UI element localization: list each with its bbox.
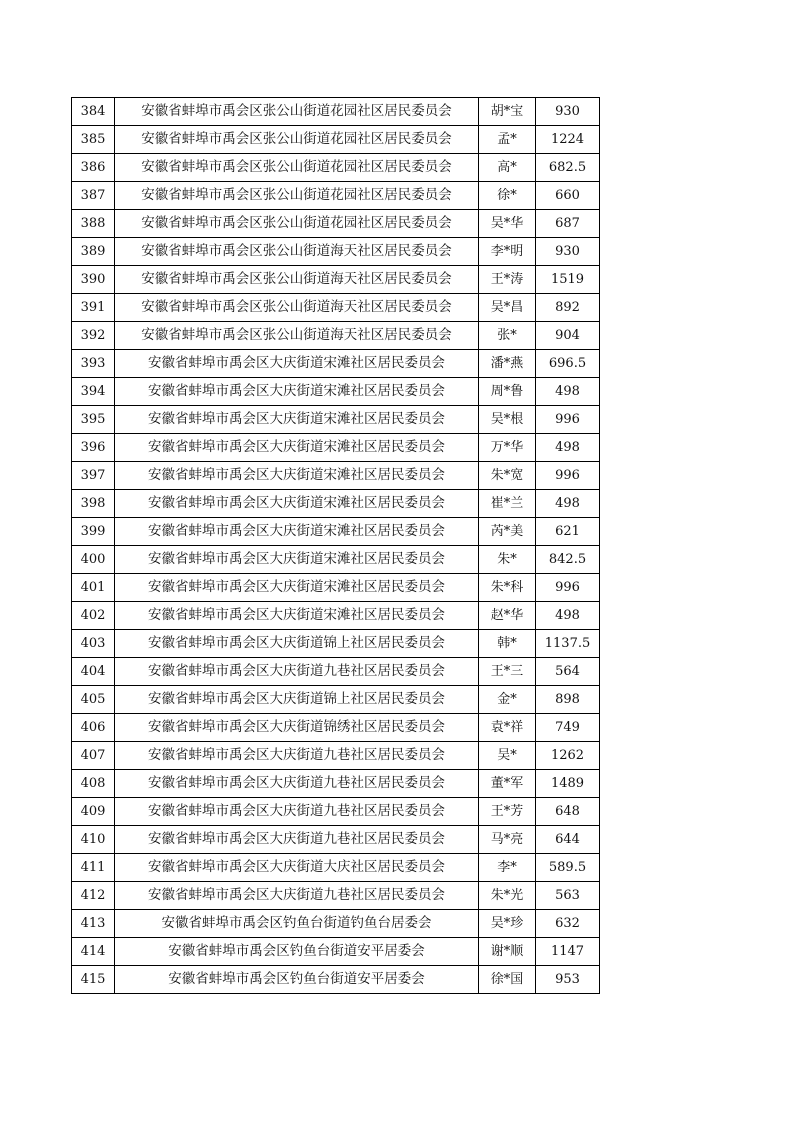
table-row bbox=[72, 770, 600, 798]
cell-person-name: 金* bbox=[479, 686, 536, 714]
cell-amount: 687 bbox=[536, 210, 600, 238]
cell-amount: 930 bbox=[536, 98, 600, 126]
cell-index: 392 bbox=[72, 322, 115, 350]
cell-person-name: 谢*顺 bbox=[479, 938, 536, 966]
cell-index: 393 bbox=[72, 350, 115, 378]
cell-organization: 安徽省蚌埠市禹会区大庆街道九巷社区居民委员会 bbox=[115, 770, 479, 798]
cell-person-name: 赵*华 bbox=[479, 602, 536, 630]
cell-organization: 安徽省蚌埠市禹会区张公山街道海天社区居民委员会 bbox=[115, 294, 479, 322]
cell-organization: 安徽省蚌埠市禹会区大庆街道锦绣社区居民委员会 bbox=[115, 714, 479, 742]
cell-organization: 安徽省蚌埠市禹会区张公山街道海天社区居民委员会 bbox=[115, 266, 479, 294]
cell-amount: 1224 bbox=[536, 126, 600, 154]
cell-index: 405 bbox=[72, 686, 115, 714]
cell-amount: 1137.5 bbox=[536, 630, 600, 658]
cell-amount: 749 bbox=[536, 714, 600, 742]
cell-amount: 498 bbox=[536, 378, 600, 406]
table-row bbox=[72, 182, 600, 210]
table-row bbox=[72, 938, 600, 966]
table-row bbox=[72, 686, 600, 714]
table-row bbox=[72, 826, 600, 854]
table-row bbox=[72, 854, 600, 882]
cell-amount: 1262 bbox=[536, 742, 600, 770]
cell-index: 412 bbox=[72, 882, 115, 910]
cell-organization: 安徽省蚌埠市禹会区大庆街道锦上社区居民委员会 bbox=[115, 686, 479, 714]
cell-index: 384 bbox=[72, 98, 115, 126]
cell-organization: 安徽省蚌埠市禹会区张公山街道花园社区居民委员会 bbox=[115, 154, 479, 182]
cell-organization: 安徽省蚌埠市禹会区大庆街道宋滩社区居民委员会 bbox=[115, 406, 479, 434]
cell-index: 414 bbox=[72, 938, 115, 966]
cell-index: 396 bbox=[72, 434, 115, 462]
cell-person-name: 周*鲁 bbox=[479, 378, 536, 406]
cell-amount: 996 bbox=[536, 462, 600, 490]
cell-amount: 898 bbox=[536, 686, 600, 714]
cell-person-name: 王*芳 bbox=[479, 798, 536, 826]
cell-organization: 安徽省蚌埠市禹会区张公山街道海天社区居民委员会 bbox=[115, 238, 479, 266]
table-body bbox=[72, 98, 600, 994]
cell-amount: 632 bbox=[536, 910, 600, 938]
cell-index: 394 bbox=[72, 378, 115, 406]
cell-person-name: 孟* bbox=[479, 126, 536, 154]
cell-person-name: 徐*国 bbox=[479, 966, 536, 994]
table-row bbox=[72, 910, 600, 938]
cell-index: 403 bbox=[72, 630, 115, 658]
cell-organization: 安徽省蚌埠市禹会区大庆街道九巷社区居民委员会 bbox=[115, 742, 479, 770]
cell-person-name: 朱*科 bbox=[479, 574, 536, 602]
cell-index: 388 bbox=[72, 210, 115, 238]
cell-index: 387 bbox=[72, 182, 115, 210]
cell-amount: 892 bbox=[536, 294, 600, 322]
table-row bbox=[72, 126, 600, 154]
cell-index: 410 bbox=[72, 826, 115, 854]
cell-person-name: 李*明 bbox=[479, 238, 536, 266]
table-row bbox=[72, 546, 600, 574]
cell-amount: 644 bbox=[536, 826, 600, 854]
table-row bbox=[72, 518, 600, 546]
table-row bbox=[72, 462, 600, 490]
cell-person-name: 马*亮 bbox=[479, 826, 536, 854]
cell-person-name: 芮*美 bbox=[479, 518, 536, 546]
cell-amount: 1519 bbox=[536, 266, 600, 294]
cell-index: 408 bbox=[72, 770, 115, 798]
table-row bbox=[72, 966, 600, 994]
cell-amount: 996 bbox=[536, 574, 600, 602]
cell-amount: 648 bbox=[536, 798, 600, 826]
cell-organization: 安徽省蚌埠市禹会区钓鱼台街道安平居委会 bbox=[115, 966, 479, 994]
table-row bbox=[72, 798, 600, 826]
table-row bbox=[72, 350, 600, 378]
cell-person-name: 吴*华 bbox=[479, 210, 536, 238]
cell-amount: 953 bbox=[536, 966, 600, 994]
cell-amount: 1489 bbox=[536, 770, 600, 798]
table-row bbox=[72, 490, 600, 518]
cell-index: 402 bbox=[72, 602, 115, 630]
cell-organization: 安徽省蚌埠市禹会区张公山街道花园社区居民委员会 bbox=[115, 98, 479, 126]
cell-index: 389 bbox=[72, 238, 115, 266]
cell-amount: 660 bbox=[536, 182, 600, 210]
cell-person-name: 徐* bbox=[479, 182, 536, 210]
cell-person-name: 韩* bbox=[479, 630, 536, 658]
cell-amount: 564 bbox=[536, 658, 600, 686]
cell-person-name: 吴*珍 bbox=[479, 910, 536, 938]
cell-organization: 安徽省蚌埠市禹会区张公山街道花园社区居民委员会 bbox=[115, 182, 479, 210]
cell-person-name: 崔*兰 bbox=[479, 490, 536, 518]
cell-amount: 1147 bbox=[536, 938, 600, 966]
cell-amount: 930 bbox=[536, 238, 600, 266]
cell-organization: 安徽省蚌埠市禹会区大庆街道九巷社区居民委员会 bbox=[115, 826, 479, 854]
cell-person-name: 张* bbox=[479, 322, 536, 350]
cell-organization: 安徽省蚌埠市禹会区大庆街道大庆社区居民委员会 bbox=[115, 854, 479, 882]
cell-organization: 安徽省蚌埠市禹会区大庆街道宋滩社区居民委员会 bbox=[115, 518, 479, 546]
cell-person-name: 王*三 bbox=[479, 658, 536, 686]
cell-organization: 安徽省蚌埠市禹会区大庆街道九巷社区居民委员会 bbox=[115, 658, 479, 686]
cell-index: 398 bbox=[72, 490, 115, 518]
cell-organization: 安徽省蚌埠市禹会区大庆街道宋滩社区居民委员会 bbox=[115, 462, 479, 490]
cell-person-name: 吴* bbox=[479, 742, 536, 770]
table-row bbox=[72, 574, 600, 602]
cell-index: 413 bbox=[72, 910, 115, 938]
cell-amount: 589.5 bbox=[536, 854, 600, 882]
cell-amount: 498 bbox=[536, 434, 600, 462]
cell-amount: 621 bbox=[536, 518, 600, 546]
cell-organization: 安徽省蚌埠市禹会区大庆街道宋滩社区居民委员会 bbox=[115, 378, 479, 406]
table-row bbox=[72, 154, 600, 182]
table-row bbox=[72, 210, 600, 238]
cell-organization: 安徽省蚌埠市禹会区钓鱼台街道安平居委会 bbox=[115, 938, 479, 966]
cell-index: 386 bbox=[72, 154, 115, 182]
cell-amount: 498 bbox=[536, 602, 600, 630]
cell-amount: 498 bbox=[536, 490, 600, 518]
data-table bbox=[71, 97, 600, 994]
table-row bbox=[72, 602, 600, 630]
cell-person-name: 吴*昌 bbox=[479, 294, 536, 322]
cell-index: 391 bbox=[72, 294, 115, 322]
table-row bbox=[72, 658, 600, 686]
cell-index: 401 bbox=[72, 574, 115, 602]
cell-person-name: 潘*燕 bbox=[479, 350, 536, 378]
table-row bbox=[72, 294, 600, 322]
cell-index: 407 bbox=[72, 742, 115, 770]
cell-organization: 安徽省蚌埠市禹会区钓鱼台街道钓鱼台居委会 bbox=[115, 910, 479, 938]
cell-organization: 安徽省蚌埠市禹会区大庆街道九巷社区居民委员会 bbox=[115, 798, 479, 826]
table-row bbox=[72, 406, 600, 434]
cell-person-name: 袁*祥 bbox=[479, 714, 536, 742]
cell-index: 409 bbox=[72, 798, 115, 826]
cell-organization: 安徽省蚌埠市禹会区大庆街道宋滩社区居民委员会 bbox=[115, 546, 479, 574]
cell-organization: 安徽省蚌埠市禹会区张公山街道海天社区居民委员会 bbox=[115, 322, 479, 350]
cell-organization: 安徽省蚌埠市禹会区大庆街道九巷社区居民委员会 bbox=[115, 882, 479, 910]
table-row bbox=[72, 714, 600, 742]
cell-person-name: 胡*宝 bbox=[479, 98, 536, 126]
cell-organization: 安徽省蚌埠市禹会区大庆街道宋滩社区居民委员会 bbox=[115, 350, 479, 378]
cell-person-name: 李* bbox=[479, 854, 536, 882]
cell-amount: 682.5 bbox=[536, 154, 600, 182]
table-row bbox=[72, 266, 600, 294]
cell-organization: 安徽省蚌埠市禹会区张公山街道花园社区居民委员会 bbox=[115, 126, 479, 154]
cell-organization: 安徽省蚌埠市禹会区大庆街道宋滩社区居民委员会 bbox=[115, 602, 479, 630]
cell-person-name: 董*军 bbox=[479, 770, 536, 798]
cell-index: 395 bbox=[72, 406, 115, 434]
cell-organization: 安徽省蚌埠市禹会区大庆街道锦上社区居民委员会 bbox=[115, 630, 479, 658]
cell-index: 411 bbox=[72, 854, 115, 882]
cell-person-name: 朱*光 bbox=[479, 882, 536, 910]
cell-organization: 安徽省蚌埠市禹会区大庆街道宋滩社区居民委员会 bbox=[115, 490, 479, 518]
cell-index: 390 bbox=[72, 266, 115, 294]
table-row bbox=[72, 882, 600, 910]
cell-index: 385 bbox=[72, 126, 115, 154]
cell-person-name: 吴*根 bbox=[479, 406, 536, 434]
cell-amount: 842.5 bbox=[536, 546, 600, 574]
cell-index: 399 bbox=[72, 518, 115, 546]
table-row bbox=[72, 630, 600, 658]
cell-person-name: 朱* bbox=[479, 546, 536, 574]
cell-amount: 996 bbox=[536, 406, 600, 434]
table-row bbox=[72, 434, 600, 462]
cell-index: 400 bbox=[72, 546, 115, 574]
table-row bbox=[72, 742, 600, 770]
cell-index: 415 bbox=[72, 966, 115, 994]
table-row bbox=[72, 98, 600, 126]
cell-amount: 696.5 bbox=[536, 350, 600, 378]
cell-index: 404 bbox=[72, 658, 115, 686]
cell-amount: 904 bbox=[536, 322, 600, 350]
cell-person-name: 高* bbox=[479, 154, 536, 182]
table-row bbox=[72, 378, 600, 406]
table-row bbox=[72, 238, 600, 266]
cell-organization: 安徽省蚌埠市禹会区张公山街道花园社区居民委员会 bbox=[115, 210, 479, 238]
cell-person-name: 王*涛 bbox=[479, 266, 536, 294]
cell-amount: 563 bbox=[536, 882, 600, 910]
cell-index: 397 bbox=[72, 462, 115, 490]
cell-index: 406 bbox=[72, 714, 115, 742]
cell-organization: 安徽省蚌埠市禹会区大庆街道宋滩社区居民委员会 bbox=[115, 574, 479, 602]
table-row bbox=[72, 322, 600, 350]
cell-person-name: 朱*宽 bbox=[479, 462, 536, 490]
cell-organization: 安徽省蚌埠市禹会区大庆街道宋滩社区居民委员会 bbox=[115, 434, 479, 462]
cell-person-name: 万*华 bbox=[479, 434, 536, 462]
